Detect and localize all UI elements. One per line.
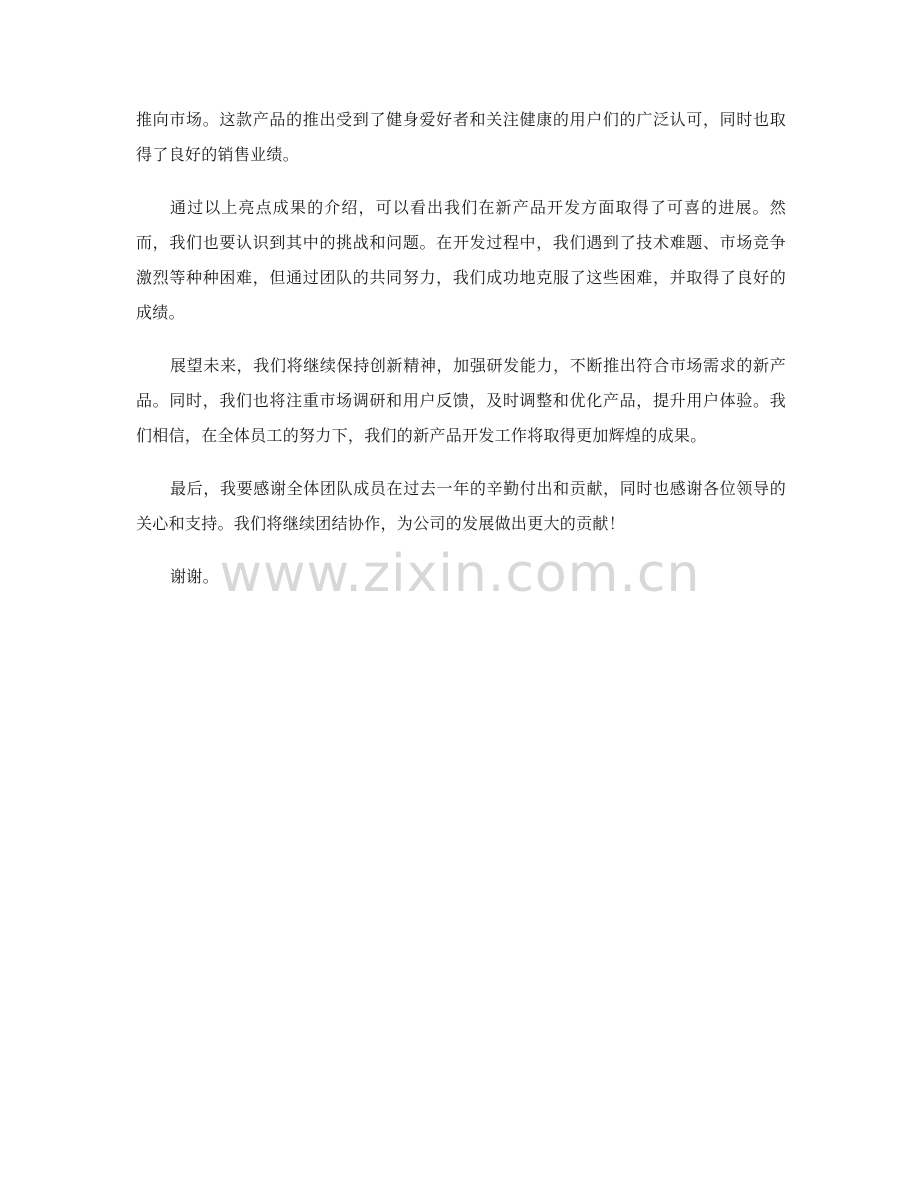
paragraph-acknowledgements: 最后，我要感谢全体团队成员在过去一年的辛勤付出和贡献，同时也感谢各位领导的关心和支持。我们将继续团结协作，为公司的发展做出更大的贡献！ xyxy=(136,479,786,533)
document-body xyxy=(136,102,786,612)
paragraph-closing: 谢谢。 xyxy=(170,567,219,586)
paragraph-highlights-summary: 通过以上亮点成果的介绍，可以看出我们在新产品开发方面取得了可喜的进展。然而，我们也要认识到其中的挑战和问题。在开发过程中，我们遇到了技术难题、市场竞争激烈等种种困难，但通过团队的共同努力，我们成功地克服了这些困难，并取得了良好的成绩。 xyxy=(136,198,786,322)
paragraph-future-outlook: 展望未来，我们将继续保持创新精神，加强研发能力，不断推出符合市场需求的新产品。同时，我们也将注重市场调研和用户反馈，及时调整和优化产品，提升用户体验。我们相信，在全体员工的努力下，我们的新产品开发工作将取得更加辉煌的成果。 xyxy=(136,356,786,445)
paragraph-continuation: 推向市场。这款产品的推出受到了健身爱好者和关注健康的用户们的广泛认可，同时也取得了良好的销售业绩。 xyxy=(136,110,786,164)
watermark-text: www.zixin.com.cn xyxy=(219,544,701,604)
